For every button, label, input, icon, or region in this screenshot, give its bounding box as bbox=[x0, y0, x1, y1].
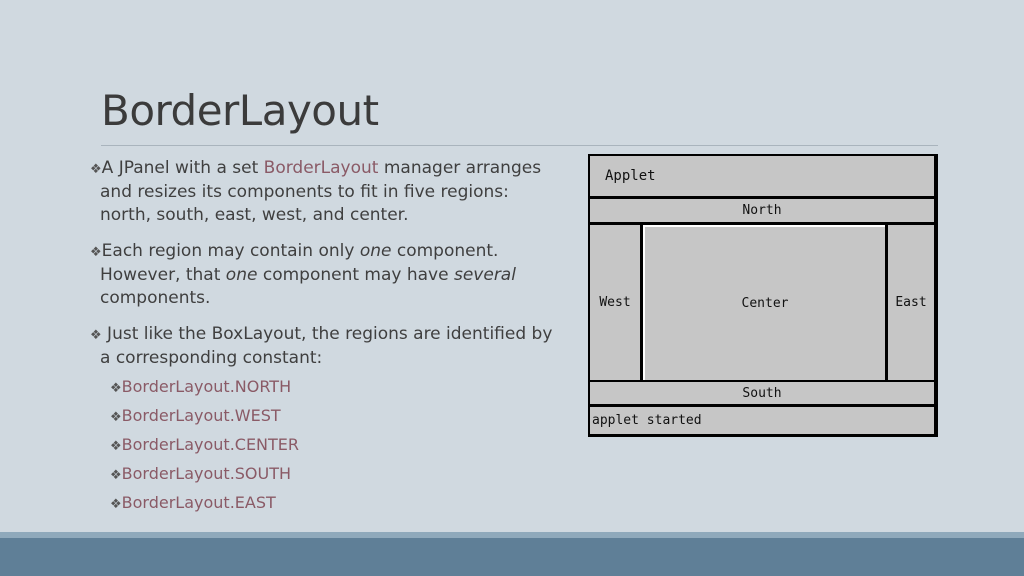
bullet-item: ❖A JPanel with a set BorderLayout manager arranges and resizes its components to fit in five regions: north, south, east, west, and center. bbox=[90, 158, 542, 225]
diamond-bullet-icon: ❖ bbox=[110, 468, 122, 483]
constant-item: ❖BorderLayout.SOUTH bbox=[110, 464, 292, 483]
diamond-bullet-icon: ❖ bbox=[90, 245, 102, 260]
slide-title: BorderLayout bbox=[101, 86, 379, 135]
applet-screenshot bbox=[588, 154, 938, 437]
bullet-item: ❖ Just like the BoxLayout, the regions are identified by a corresponding constant: bbox=[90, 324, 553, 368]
constant-item: ❖BorderLayout.EAST bbox=[110, 493, 276, 512]
west-region-button[interactable]: West bbox=[590, 225, 640, 380]
diamond-bullet-icon: ❖ bbox=[90, 162, 102, 177]
constant-item: ❖BorderLayout.NORTH bbox=[110, 377, 292, 396]
bullet-list bbox=[90, 157, 560, 518]
applet-title: Applet bbox=[590, 156, 934, 196]
accent-text: BorderLayout bbox=[263, 158, 379, 178]
south-region-button[interactable]: South bbox=[590, 382, 934, 404]
constant-list bbox=[90, 373, 560, 518]
footer-bar bbox=[0, 538, 1024, 576]
diamond-bullet-icon: ❖ bbox=[90, 328, 102, 343]
constant-item: ❖BorderLayout.CENTER bbox=[110, 435, 300, 454]
diamond-bullet-icon: ❖ bbox=[110, 410, 122, 425]
east-region-button[interactable]: East bbox=[888, 225, 934, 380]
title-divider bbox=[101, 145, 938, 146]
diamond-bullet-icon: ❖ bbox=[110, 497, 122, 512]
diamond-bullet-icon: ❖ bbox=[110, 381, 122, 396]
constant-item: ❖BorderLayout.WEST bbox=[110, 406, 281, 425]
diamond-bullet-icon: ❖ bbox=[110, 439, 122, 454]
north-region-button[interactable]: North bbox=[590, 199, 934, 222]
applet-status-bar: applet started bbox=[590, 407, 934, 434]
bullet-item: ❖Each region may contain only one component. However, that one component may have several components. bbox=[90, 241, 516, 308]
center-region-button[interactable]: Center bbox=[643, 225, 885, 380]
